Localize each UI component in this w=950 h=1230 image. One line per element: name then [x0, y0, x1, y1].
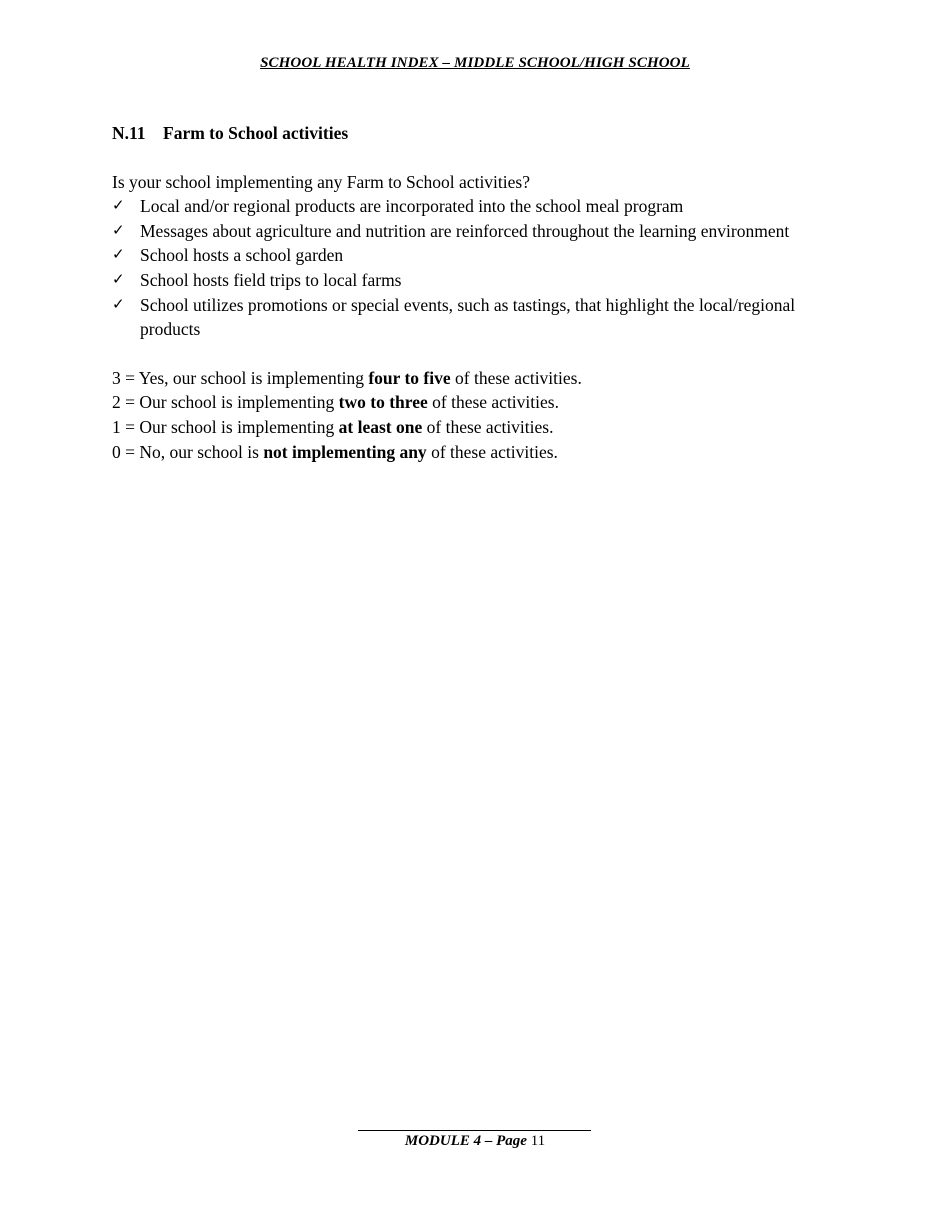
scale-prefix: 0 = No, our school is — [112, 441, 264, 462]
check-mark-icon: ✓ — [112, 245, 125, 264]
rating-scale — [112, 366, 852, 464]
scale-option-1 — [112, 415, 852, 440]
scale-suffix: of these activities. — [422, 416, 554, 437]
scale-prefix: 2 = Our school is implementing — [112, 392, 339, 413]
checklist-item — [112, 293, 852, 342]
checklist-item-text: School hosts a school garden — [140, 245, 344, 266]
section-heading — [112, 121, 852, 146]
scale-prefix: 1 = Our school is implementing — [112, 416, 339, 437]
running-header: SCHOOL HEALTH INDEX – MIDDLE SCHOOL/HIGH SCHOOL — [260, 55, 690, 71]
checklist-item-text: School hosts field trips to local farms — [140, 269, 402, 290]
checklist-item-text: Messages about agriculture and nutrition are reinforced throughout the learning environment — [140, 220, 790, 241]
scale-prefix: 3 = Yes, our school is implementing — [112, 367, 369, 388]
check-mark-icon: ✓ — [112, 269, 125, 288]
scale-emphasis: at least one — [338, 416, 423, 437]
question-text: Is your school implementing any Farm to School activities? — [112, 171, 530, 192]
scale-emphasis: two to three — [338, 392, 428, 413]
section-title: Farm to School activities — [163, 123, 349, 143]
checklist-item-text: Local and/or regional products are incorporated into the school meal program — [140, 196, 684, 217]
page-number: 11 — [530, 1133, 546, 1149]
main-content — [112, 121, 852, 464]
footer-module-label: MODULE 4 – Page — [404, 1133, 527, 1149]
scale-suffix: of these activities. — [450, 367, 582, 388]
scale-option-0 — [112, 440, 852, 465]
scale-emphasis: not implementing any — [263, 441, 427, 462]
scale-suffix: of these activities. — [426, 441, 558, 462]
check-mark-icon: ✓ — [112, 220, 125, 239]
section-number: N.11 — [112, 123, 146, 143]
scale-option-3 — [112, 366, 852, 391]
page-footer — [0, 1133, 950, 1150]
checklist-item — [112, 268, 852, 293]
scale-emphasis: four to five — [368, 367, 451, 388]
checklist-item — [112, 194, 852, 219]
checklist-item — [112, 243, 852, 268]
check-mark-icon: ✓ — [112, 294, 125, 313]
activity-checklist — [112, 194, 852, 342]
checklist-item — [112, 219, 852, 244]
scale-option-2 — [112, 390, 852, 415]
checklist-item-text: School utilizes promotions or special events, such as tastings, that highlight the local/regional products — [140, 294, 796, 340]
scale-suffix: of these activities. — [427, 392, 559, 413]
footer-divider — [358, 1130, 591, 1131]
check-mark-icon: ✓ — [112, 196, 125, 215]
